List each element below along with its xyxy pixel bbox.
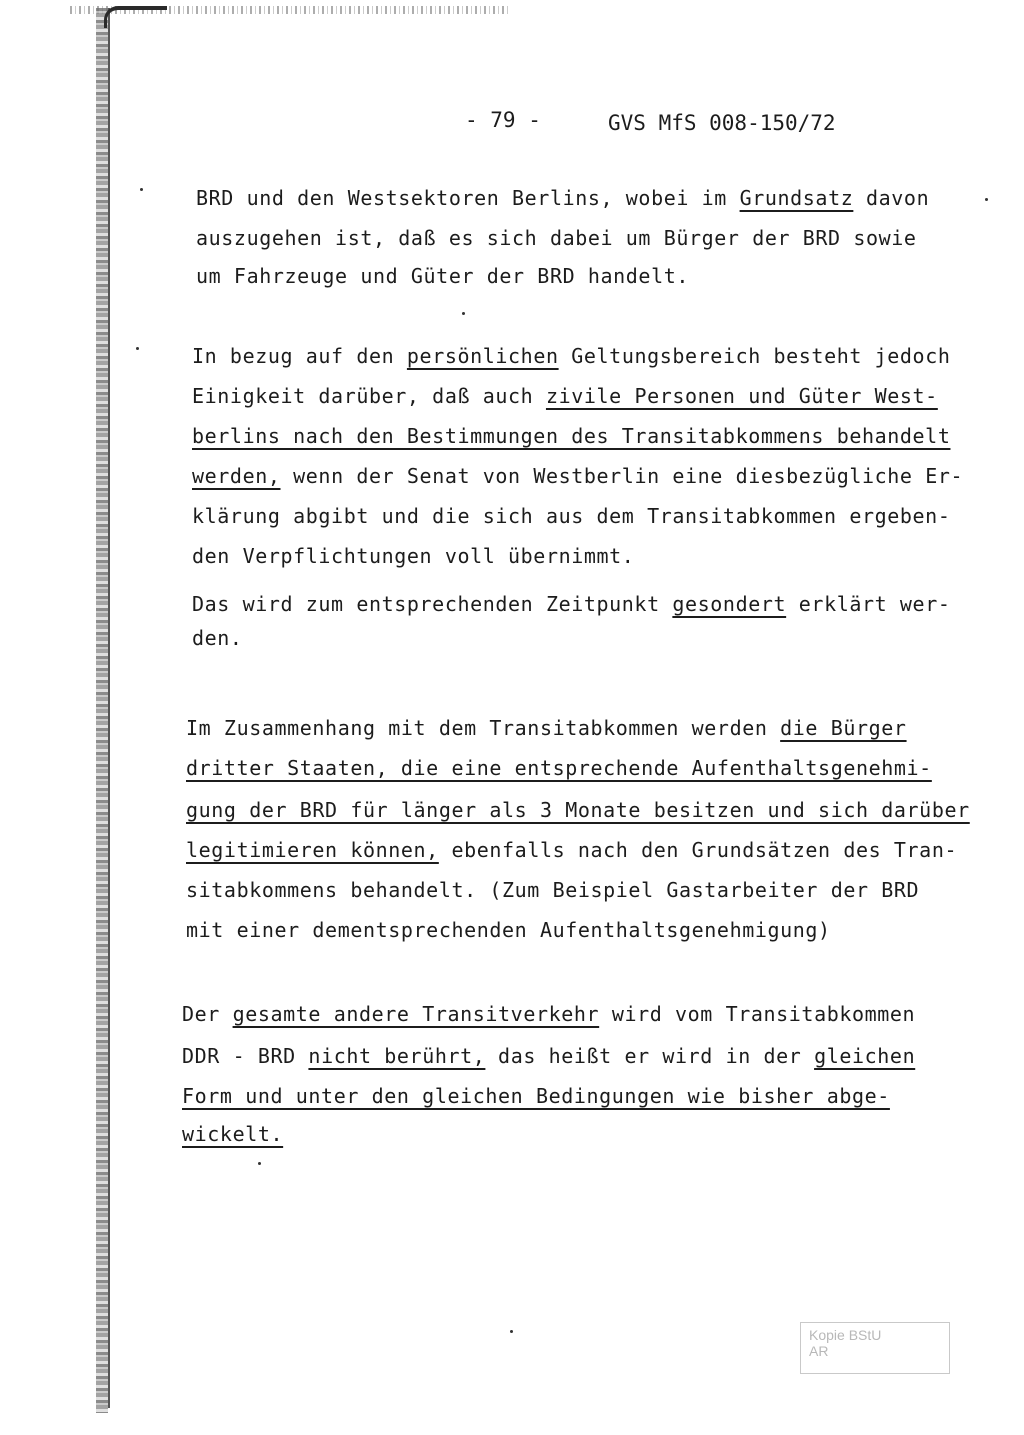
stamp-line-1: Kopie BStU [809, 1327, 882, 1343]
underlined-text: wickelt. [182, 1122, 284, 1146]
text-line [192, 422, 950, 450]
text-line [192, 342, 950, 370]
text-line [182, 1042, 915, 1070]
document-reference: GVS MfS 008-150/72 [608, 111, 836, 135]
text-line [192, 502, 950, 530]
underlined-text: zivile Personen und Güter West- [545, 384, 938, 408]
text-segment: BRD und den Westsektoren Berlins, wobei im [196, 186, 740, 210]
text-segment: wenn der Senat von Westberlin eine diesbezügliche Er- [280, 464, 964, 488]
text-segment: davon [853, 186, 930, 210]
text-line [196, 224, 917, 252]
text-segment: das heißt er wird in der [485, 1044, 815, 1068]
underlined-text: gesamte andere Transitverkehr [232, 1002, 600, 1026]
text-line [192, 382, 938, 410]
underlined-text: Form und unter den gleichen Bedingungen wie bisher abge- [182, 1084, 890, 1108]
text-segment: den Verpflichtungen voll übernimmt. [192, 544, 635, 568]
text-line [182, 1120, 283, 1148]
underlined-text: persönlichen [406, 344, 559, 368]
text-segment: den. [192, 626, 243, 650]
underlined-text: Grundsatz [739, 186, 854, 210]
text-segment: klärung abgibt und die sich aus dem Transitabkommen ergeben- [192, 504, 951, 528]
scan-speck [140, 188, 143, 191]
binding-margin [96, 8, 108, 1413]
text-line [192, 542, 634, 570]
archive-stamp [800, 1322, 950, 1374]
text-line [186, 714, 907, 742]
scan-speck [258, 1162, 261, 1165]
text-line [186, 754, 932, 782]
page-header [455, 108, 855, 142]
underlined-text: die Bürger [780, 716, 907, 740]
text-line [192, 624, 243, 652]
text-line [182, 1000, 915, 1028]
page-corner-mark [104, 6, 167, 28]
text-line [192, 462, 963, 490]
text-segment: auszugehen ist, daß es sich dabei um Bürger der BRD sowie [196, 226, 917, 250]
underlined-text: legitimieren können, [186, 838, 439, 862]
underlined-text: gung der BRD für länger als 3 Monate besitzen und sich darüber [186, 798, 970, 822]
underlined-text: nicht berührt, [308, 1044, 486, 1068]
text-segment: In bezug auf den [192, 344, 407, 368]
text-line [196, 184, 929, 212]
text-segment: Geltungsbereich besteht jedoch [558, 344, 951, 368]
text-segment: ebenfalls nach den Grundsätzen des Tran- [438, 838, 958, 862]
stamp-line-2: AR [809, 1343, 829, 1359]
underlined-text: gesondert [672, 592, 787, 616]
text-segment: Der [182, 1002, 233, 1026]
text-line [196, 262, 689, 290]
text-segment: Im Zusammenhang mit dem Transitabkommen werden [186, 716, 781, 740]
scan-speck [510, 1330, 513, 1333]
text-line [192, 590, 950, 618]
underlined-text: berlins nach den Bestimmungen des Transitabkommens behandelt [192, 424, 951, 448]
text-segment: Einigkeit darüber, daß auch [192, 384, 546, 408]
text-segment: um Fahrzeuge und Güter der BRD handelt. [196, 264, 689, 288]
scan-speck [985, 198, 988, 201]
underlined-text: dritter Staaten, die eine entsprechende Aufenthaltsgenehmi- [186, 756, 932, 780]
text-segment: DDR - BRD [182, 1044, 309, 1068]
text-line [186, 876, 919, 904]
text-segment: sitabkommens behandelt. (Zum Beispiel Gastarbeiter der BRD [186, 878, 920, 902]
text-segment: wird vom Transitabkommen [599, 1002, 916, 1026]
underlined-text: gleichen [814, 1044, 916, 1068]
underlined-text: werden, [192, 464, 281, 488]
text-segment: erklärt wer- [786, 592, 951, 616]
page-number: - 79 - [465, 108, 541, 132]
scan-speck [462, 312, 465, 315]
text-segment: Das wird zum entsprechenden Zeitpunkt [192, 592, 673, 616]
text-line [186, 916, 831, 944]
binding-edge-line [108, 8, 110, 1408]
text-line [186, 796, 970, 824]
text-line [182, 1082, 890, 1110]
scan-speck [136, 347, 139, 350]
text-segment: mit einer dementsprechenden Aufenthaltsgenehmigung) [186, 918, 831, 942]
text-line [186, 836, 957, 864]
